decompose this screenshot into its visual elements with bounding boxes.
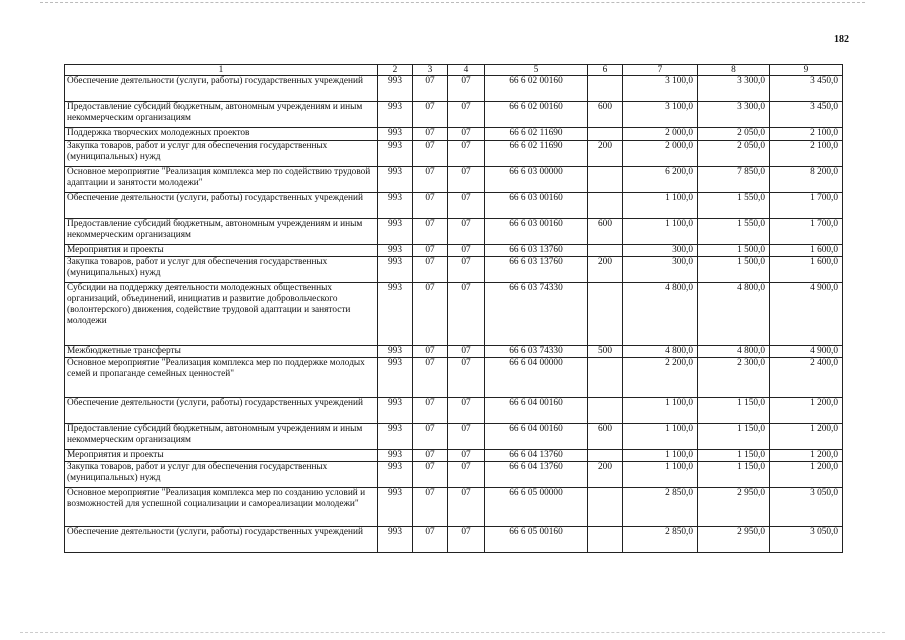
- cell-year2: 2 950,0: [698, 488, 770, 527]
- table-row: [65, 488, 843, 527]
- cell-pr: 07: [448, 358, 485, 398]
- budget-table: [64, 64, 843, 553]
- cell-vr: [588, 193, 623, 219]
- cell-year3: 2 100,0: [770, 141, 843, 167]
- cell-rz: 07: [413, 346, 448, 358]
- row-name: Основное мероприятие "Реализация комплекса мер по созданию условий и возможностей для успешной социализации и самореализации молодежи": [65, 488, 378, 527]
- cell-gr: 993: [378, 219, 413, 245]
- cell-gr: 993: [378, 358, 413, 398]
- table-row: [65, 128, 843, 141]
- cell-year2: 2 950,0: [698, 527, 770, 553]
- cell-vr: 500: [588, 346, 623, 358]
- cell-csr: 66 6 05 00160: [485, 527, 588, 553]
- cell-rz: 07: [413, 76, 448, 102]
- cell-rz: 07: [413, 219, 448, 245]
- cell-vr: [588, 245, 623, 257]
- row-name: Мероприятия и проекты: [65, 450, 378, 462]
- cell-year3: 3 050,0: [770, 527, 843, 553]
- table-row: [65, 527, 843, 553]
- table-row: [65, 245, 843, 257]
- cell-year2: 1 550,0: [698, 193, 770, 219]
- cell-year1: 2 850,0: [623, 488, 698, 527]
- cell-rz: 07: [413, 245, 448, 257]
- cell-year3: 2 400,0: [770, 358, 843, 398]
- table-row: [65, 167, 843, 193]
- row-name: Закупка товаров, работ и услуг для обеспечения государственных (муниципальных) нужд: [65, 141, 378, 167]
- cell-pr: 07: [448, 424, 485, 450]
- cell-year1: 1 100,0: [623, 193, 698, 219]
- cell-csr: 66 6 04 00160: [485, 424, 588, 450]
- cell-year1: 1 100,0: [623, 450, 698, 462]
- cell-vr: [588, 167, 623, 193]
- cell-year1: 300,0: [623, 245, 698, 257]
- cell-gr: 993: [378, 488, 413, 527]
- cell-gr: 993: [378, 450, 413, 462]
- cell-year3: 1 600,0: [770, 257, 843, 283]
- cell-pr: 07: [448, 257, 485, 283]
- cell-year2: 2 050,0: [698, 128, 770, 141]
- cell-gr: 993: [378, 398, 413, 424]
- cell-vr: [588, 488, 623, 527]
- cell-year3: 3 050,0: [770, 488, 843, 527]
- table-row: [65, 424, 843, 450]
- table-row: [65, 450, 843, 462]
- cell-pr: 07: [448, 102, 485, 128]
- cell-vr: 200: [588, 462, 623, 488]
- cell-csr: 66 6 03 00160: [485, 219, 588, 245]
- cell-pr: 07: [448, 193, 485, 219]
- column-header: 5: [485, 65, 588, 76]
- cell-pr: 07: [448, 346, 485, 358]
- cell-pr: 07: [448, 128, 485, 141]
- table-row: [65, 257, 843, 283]
- cell-gr: 993: [378, 102, 413, 128]
- cell-rz: 07: [413, 257, 448, 283]
- cell-rz: 07: [413, 167, 448, 193]
- row-name: Обеспечение деятельности (услуги, работы) государственных учреждений: [65, 76, 378, 102]
- cell-gr: 993: [378, 76, 413, 102]
- column-header: 4: [448, 65, 485, 76]
- cell-pr: 07: [448, 245, 485, 257]
- cell-year2: 1 150,0: [698, 398, 770, 424]
- table-row: [65, 219, 843, 245]
- table-row: [65, 398, 843, 424]
- cell-rz: 07: [413, 450, 448, 462]
- cell-gr: 993: [378, 193, 413, 219]
- cell-gr: 993: [378, 167, 413, 193]
- cell-pr: 07: [448, 141, 485, 167]
- cell-pr: 07: [448, 398, 485, 424]
- cell-pr: 07: [448, 450, 485, 462]
- table-row: [65, 102, 843, 128]
- cell-vr: [588, 128, 623, 141]
- page-number: 182: [834, 34, 849, 45]
- cell-rz: 07: [413, 527, 448, 553]
- cell-csr: 66 6 05 00000: [485, 488, 588, 527]
- cell-year2: 1 500,0: [698, 245, 770, 257]
- cell-year2: 1 550,0: [698, 219, 770, 245]
- row-name: Предоставление субсидий бюджетным, автономным учреждениям и иным некоммерческим организациям: [65, 102, 378, 128]
- cell-year2: 2 300,0: [698, 358, 770, 398]
- cell-year1: 4 800,0: [623, 283, 698, 346]
- cell-year3: 1 600,0: [770, 245, 843, 257]
- cell-year3: 3 450,0: [770, 102, 843, 128]
- cell-vr: [588, 76, 623, 102]
- row-name: Поддержка творческих молодежных проектов: [65, 128, 378, 141]
- cell-year2: 3 300,0: [698, 76, 770, 102]
- scan-bottom-edge: [20, 632, 885, 634]
- row-name: Предоставление субсидий бюджетным, автономным учреждениям и иным некоммерческим организациям: [65, 424, 378, 450]
- cell-year1: 1 100,0: [623, 462, 698, 488]
- table-row: [65, 76, 843, 102]
- cell-csr: 66 6 04 13760: [485, 450, 588, 462]
- table-row: [65, 283, 843, 346]
- cell-year1: 2 000,0: [623, 141, 698, 167]
- row-name: Мероприятия и проекты: [65, 245, 378, 257]
- cell-year1: 3 100,0: [623, 76, 698, 102]
- cell-year1: 2 850,0: [623, 527, 698, 553]
- cell-year1: 2 200,0: [623, 358, 698, 398]
- cell-year2: 1 150,0: [698, 462, 770, 488]
- column-header: 7: [623, 65, 698, 76]
- cell-vr: [588, 358, 623, 398]
- cell-pr: 07: [448, 283, 485, 346]
- cell-gr: 993: [378, 527, 413, 553]
- cell-year2: 1 500,0: [698, 257, 770, 283]
- cell-year3: 8 200,0: [770, 167, 843, 193]
- cell-year3: 2 100,0: [770, 128, 843, 141]
- column-header: 2: [378, 65, 413, 76]
- cell-pr: 07: [448, 462, 485, 488]
- cell-pr: 07: [448, 527, 485, 553]
- cell-csr: 66 6 02 11690: [485, 141, 588, 167]
- table-row: [65, 193, 843, 219]
- cell-rz: 07: [413, 488, 448, 527]
- row-name: Закупка товаров, работ и услуг для обеспечения государственных (муниципальных) нужд: [65, 257, 378, 283]
- cell-year2: 7 850,0: [698, 167, 770, 193]
- cell-year1: 1 100,0: [623, 219, 698, 245]
- table-row: [65, 346, 843, 358]
- column-number-row: [65, 65, 843, 76]
- cell-vr: 200: [588, 141, 623, 167]
- column-header: 1: [65, 65, 378, 76]
- cell-vr: 600: [588, 219, 623, 245]
- cell-pr: 07: [448, 167, 485, 193]
- row-name: Межбюджетные трансферты: [65, 346, 378, 358]
- cell-year3: 1 200,0: [770, 424, 843, 450]
- row-name: Обеспечение деятельности (услуги, работы) государственных учреждений: [65, 193, 378, 219]
- cell-year3: 1 200,0: [770, 398, 843, 424]
- cell-year2: 1 150,0: [698, 450, 770, 462]
- row-name: Обеспечение деятельности (услуги, работы) государственных учреждений: [65, 527, 378, 553]
- cell-rz: 07: [413, 358, 448, 398]
- cell-pr: 07: [448, 488, 485, 527]
- row-name: Субсидии на поддержку деятельности молодежных общественных организаций, объединений, инициатив и развитие добровольческого (волонтерского) движения, содействие трудовой адаптации и занятости молодежи: [65, 283, 378, 346]
- cell-rz: 07: [413, 193, 448, 219]
- cell-rz: 07: [413, 141, 448, 167]
- column-header: 6: [588, 65, 623, 76]
- cell-year3: 1 700,0: [770, 193, 843, 219]
- row-name: Предоставление субсидий бюджетным, автономным учреждениям и иным некоммерческим организациям: [65, 219, 378, 245]
- table-row: [65, 462, 843, 488]
- row-name: Основное мероприятие "Реализация комплекса мер по поддержке молодых семей и пропаганде семейных ценностей": [65, 358, 378, 398]
- cell-year2: 4 800,0: [698, 283, 770, 346]
- cell-csr: 66 6 03 00160: [485, 193, 588, 219]
- cell-csr: 66 6 02 00160: [485, 76, 588, 102]
- column-header: 8: [698, 65, 770, 76]
- cell-vr: [588, 450, 623, 462]
- cell-vr: 200: [588, 257, 623, 283]
- cell-year1: 4 800,0: [623, 346, 698, 358]
- cell-csr: 66 6 03 74330: [485, 283, 588, 346]
- cell-year3: 1 200,0: [770, 462, 843, 488]
- cell-year1: 300,0: [623, 257, 698, 283]
- cell-rz: 07: [413, 102, 448, 128]
- column-header: 3: [413, 65, 448, 76]
- cell-gr: 993: [378, 346, 413, 358]
- cell-rz: 07: [413, 424, 448, 450]
- cell-gr: 993: [378, 257, 413, 283]
- table-row: [65, 358, 843, 398]
- cell-year2: 1 150,0: [698, 424, 770, 450]
- table-body: [65, 76, 843, 553]
- cell-csr: 66 6 04 00000: [485, 358, 588, 398]
- column-header: 9: [770, 65, 843, 76]
- cell-year1: 1 100,0: [623, 398, 698, 424]
- cell-year1: 3 100,0: [623, 102, 698, 128]
- cell-csr: 66 6 04 00160: [485, 398, 588, 424]
- cell-gr: 993: [378, 462, 413, 488]
- cell-csr: 66 6 03 13760: [485, 257, 588, 283]
- cell-vr: 600: [588, 102, 623, 128]
- cell-year3: 1 200,0: [770, 450, 843, 462]
- cell-csr: 66 6 02 11690: [485, 128, 588, 141]
- cell-vr: [588, 398, 623, 424]
- cell-year2: 3 300,0: [698, 102, 770, 128]
- cell-pr: 07: [448, 76, 485, 102]
- cell-year3: 1 700,0: [770, 219, 843, 245]
- scan-top-edge: [40, 2, 865, 4]
- cell-vr: [588, 283, 623, 346]
- row-name: Основное мероприятие "Реализация комплекса мер по содействию трудовой адаптации и занятости молодежи": [65, 167, 378, 193]
- cell-year2: 4 800,0: [698, 346, 770, 358]
- cell-vr: [588, 527, 623, 553]
- cell-year3: 4 900,0: [770, 346, 843, 358]
- cell-gr: 993: [378, 424, 413, 450]
- cell-csr: 66 6 02 00160: [485, 102, 588, 128]
- cell-csr: 66 6 04 13760: [485, 462, 588, 488]
- row-name: Закупка товаров, работ и услуг для обеспечения государственных (муниципальных) нужд: [65, 462, 378, 488]
- cell-year1: 6 200,0: [623, 167, 698, 193]
- cell-year1: 2 000,0: [623, 128, 698, 141]
- cell-year3: 4 900,0: [770, 283, 843, 346]
- cell-pr: 07: [448, 219, 485, 245]
- cell-rz: 07: [413, 462, 448, 488]
- cell-gr: 993: [378, 283, 413, 346]
- cell-year2: 2 050,0: [698, 141, 770, 167]
- cell-gr: 993: [378, 141, 413, 167]
- cell-gr: 993: [378, 128, 413, 141]
- cell-vr: 600: [588, 424, 623, 450]
- table-row: [65, 141, 843, 167]
- cell-rz: 07: [413, 128, 448, 141]
- cell-gr: 993: [378, 245, 413, 257]
- cell-year1: 1 100,0: [623, 424, 698, 450]
- cell-csr: 66 6 03 74330: [485, 346, 588, 358]
- cell-csr: 66 6 03 13760: [485, 245, 588, 257]
- cell-csr: 66 6 03 00000: [485, 167, 588, 193]
- row-name: Обеспечение деятельности (услуги, работы) государственных учреждений: [65, 398, 378, 424]
- cell-rz: 07: [413, 398, 448, 424]
- cell-year3: 3 450,0: [770, 76, 843, 102]
- cell-rz: 07: [413, 283, 448, 346]
